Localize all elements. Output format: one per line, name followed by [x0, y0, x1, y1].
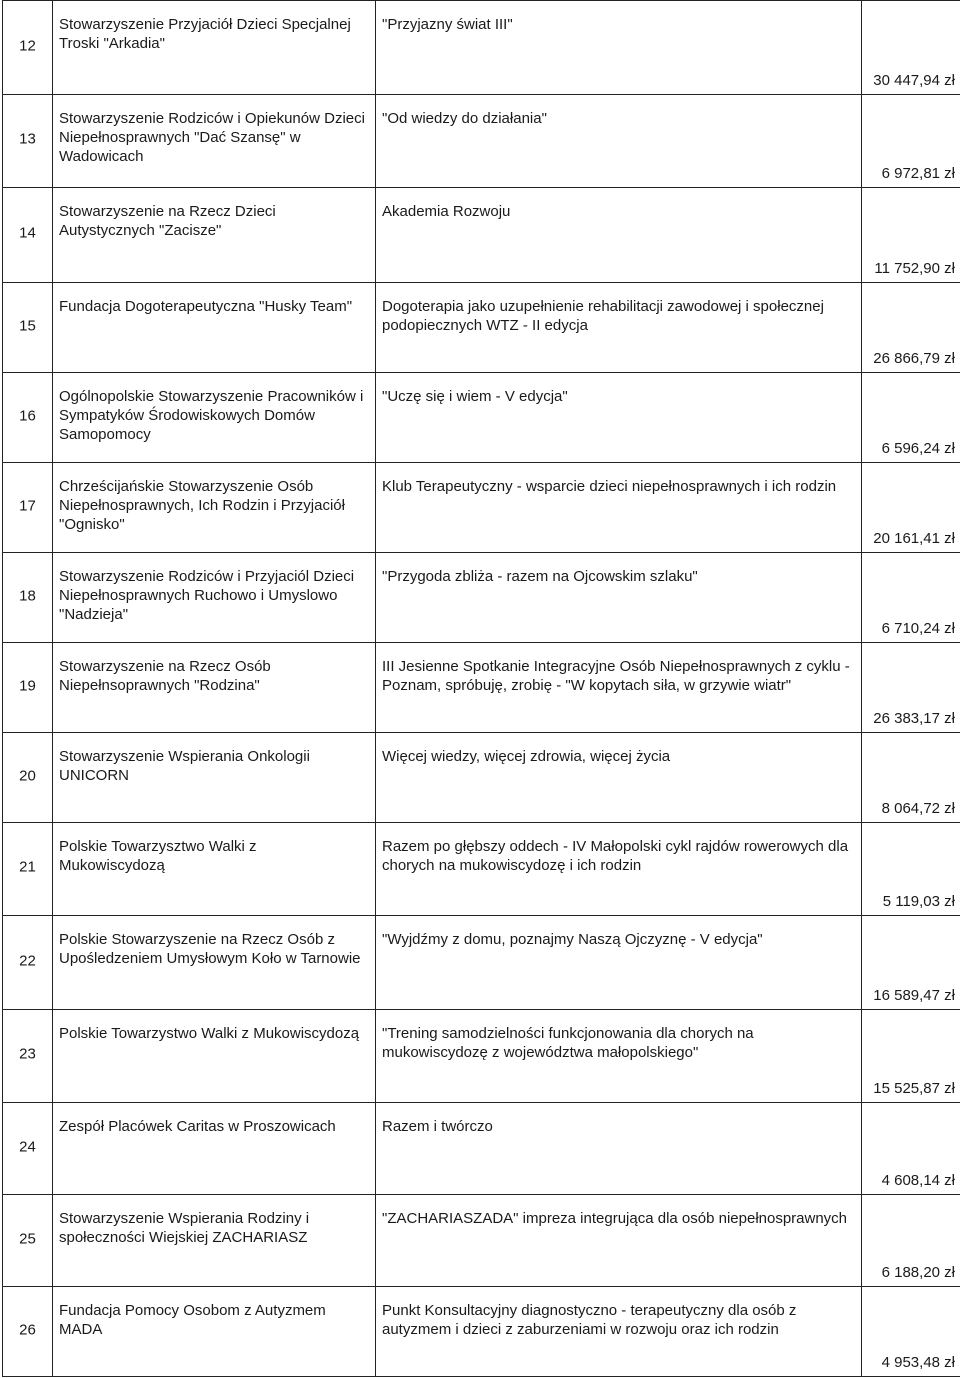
organization-cell: [53, 95, 376, 188]
project-title: "ZACHARIASZADA" impreza integrująca dla osób niepełnosprawnych: [382, 1210, 848, 1227]
amount-cell: [862, 1195, 960, 1287]
amount-cell: [862, 553, 960, 643]
amount-cell: [862, 283, 960, 373]
table-row: [3, 1103, 960, 1195]
organization-cell: [53, 553, 376, 643]
amount-cell: [862, 643, 960, 733]
grant-amount: 26 866,79 zł: [873, 350, 955, 367]
amount-cell: [862, 1, 960, 95]
organization-name: Chrześcijańskie Stowarzyszenie Osób Niepełnosprawnych, Ich Rodzin i Przyjaciół "Ognisko": [59, 478, 345, 533]
organization-cell: [53, 1195, 376, 1287]
table-row: [3, 95, 960, 188]
row-number-cell: [3, 1195, 53, 1287]
organization-cell: [53, 1, 376, 95]
amount-cell: [862, 463, 960, 553]
table-row: [3, 463, 960, 553]
row-number-cell: [3, 1010, 53, 1103]
row-number: 26: [19, 1321, 36, 1339]
project-cell: [376, 553, 862, 643]
project-title: "Przygoda zbliża - razem na Ojcowskim szlaku": [382, 568, 698, 585]
table-row: [3, 1195, 960, 1287]
project-title: Punkt Konsultacyjny diagnostyczno - terapeutyczny dla osób z autyzmem i dzieci z zaburzeniami w rozwoju oraz ich rodzin: [382, 1302, 797, 1338]
amount-cell: [862, 823, 960, 916]
row-number-cell: [3, 1287, 53, 1377]
grant-amount: 30 447,94 zł: [873, 72, 955, 89]
project-title: "Wyjdźmy z domu, poznajmy Naszą Ojczyznę - V edycja": [382, 931, 763, 948]
grant-amount: 6 710,24 zł: [881, 620, 955, 637]
project-cell: [376, 1195, 862, 1287]
grant-amount: 4 608,14 zł: [881, 1172, 955, 1189]
table-row: [3, 373, 960, 463]
project-cell: [376, 643, 862, 733]
row-number-cell: [3, 188, 53, 283]
table-row: [3, 733, 960, 823]
organization-cell: [53, 823, 376, 916]
project-cell: [376, 373, 862, 463]
project-title: Razem i twórczo: [382, 1118, 493, 1135]
grant-amount: 8 064,72 zł: [881, 800, 955, 817]
organization-name: Fundacja Dogoterapeutyczna "Husky Team": [59, 298, 353, 315]
project-cell: [376, 1287, 862, 1377]
grant-amount: 6 188,20 zł: [881, 1264, 955, 1281]
grant-amount: 20 161,41 zł: [873, 530, 955, 547]
project-title: "Od wiedzy do działania": [382, 110, 547, 127]
organization-cell: [53, 1103, 376, 1195]
project-title: "Trening samodzielności funkcjonowania dla chorych na mukowiscydozę z województwa małopolskiego": [382, 1025, 754, 1061]
project-cell: [376, 1103, 862, 1195]
organization-name: Polskie Stowarzyszenie na Rzecz Osób z Upośledzeniem Umysłowym Koło w Tarnowie: [59, 931, 361, 967]
organization-name: Ogólnopolskie Stowarzyszenie Pracowników i Sympatyków Środowiskowych Domów Samopomocy: [59, 388, 364, 443]
table-row: [3, 1287, 960, 1377]
row-number: 21: [19, 858, 36, 876]
row-number: 14: [19, 224, 36, 242]
organization-name: Polskie Towarzystwo Walki z Mukowiscydozą: [59, 1025, 360, 1042]
row-number-cell: [3, 463, 53, 553]
table-row: [3, 188, 960, 283]
grant-amount: 11 752,90 zł: [874, 260, 955, 277]
project-cell: [376, 95, 862, 188]
grant-amount: 4 953,48 zł: [881, 1354, 955, 1371]
grant-amount: 26 383,17 zł: [873, 710, 955, 727]
organization-name: Zespół Placówek Caritas w Proszowicach: [59, 1118, 336, 1135]
organization-cell: [53, 643, 376, 733]
grant-amount: 5 119,03 zł: [882, 893, 955, 910]
organization-name: Stowarzyszenie Rodziców i Opiekunów Dzieci Niepełnosprawnych "Dać Szansę" w Wadowicach: [59, 110, 365, 165]
row-number: 23: [19, 1045, 36, 1063]
row-number: 20: [19, 767, 36, 785]
project-title: "Przyjazny świat III": [382, 16, 513, 33]
project-cell: [376, 823, 862, 916]
amount-cell: [862, 733, 960, 823]
organization-name: Stowarzyszenie na Rzecz Dzieci Autystycznych "Zacisze": [59, 203, 276, 239]
row-number-cell: [3, 916, 53, 1010]
project-title: Akademia Rozwoju: [382, 203, 511, 220]
row-number: 12: [19, 37, 36, 55]
organization-cell: [53, 733, 376, 823]
project-title: Klub Terapeutyczny - wsparcie dzieci niepełnosprawnych i ich rodzin: [382, 478, 837, 495]
row-number-cell: [3, 283, 53, 373]
organization-cell: [53, 373, 376, 463]
row-number: 17: [19, 497, 36, 515]
grant-amount: 6 596,24 zł: [881, 440, 955, 457]
row-number-cell: [3, 823, 53, 916]
project-title: "Uczę się i wiem - V edycja": [382, 388, 568, 405]
organization-name: Stowarzyszenie Wspierania Onkologii UNICORN: [59, 748, 310, 784]
organization-name: Stowarzyszenie Wspierania Rodziny i społeczności Wiejskiej ZACHARIASZ: [59, 1210, 310, 1246]
organization-cell: [53, 916, 376, 1010]
row-number-cell: [3, 373, 53, 463]
row-number: 15: [19, 317, 36, 335]
row-number: 22: [19, 952, 36, 970]
project-cell: [376, 733, 862, 823]
amount-cell: [862, 1010, 960, 1103]
amount-cell: [862, 373, 960, 463]
row-number: 25: [19, 1230, 36, 1248]
table-row: [3, 823, 960, 916]
table-row: [3, 1, 960, 95]
grant-amount: 16 589,47 zł: [873, 987, 955, 1004]
organization-cell: [53, 1010, 376, 1103]
row-number: 24: [19, 1138, 36, 1156]
organization-cell: [53, 463, 376, 553]
row-number-cell: [3, 1, 53, 95]
project-cell: [376, 1, 862, 95]
project-cell: [376, 188, 862, 283]
project-cell: [376, 283, 862, 373]
table-row: [3, 643, 960, 733]
table-row: [3, 916, 960, 1010]
row-number-cell: [3, 1103, 53, 1195]
table-row: [3, 1010, 960, 1103]
grant-amount: 6 972,81 zł: [881, 165, 955, 182]
organization-name: Fundacja Pomocy Osobom z Autyzmem MADA: [59, 1302, 326, 1338]
amount-cell: [862, 188, 960, 283]
organization-name: Stowarzyszenie Przyjaciół Dzieci Specjalnej Troski "Arkadia": [59, 16, 351, 52]
project-cell: [376, 1010, 862, 1103]
project-title: III Jesienne Spotkanie Integracyjne Osób Niepełnosprawnych z cyklu - Poznam, spróbuję, zrobię - "W kopytach siła, w grzywie wiatr": [382, 658, 850, 694]
grants-table: [2, 0, 960, 1377]
project-title: Razem po głębszy oddech - IV Małopolski cykl rajdów rowerowych dla chorych na mukowiscydozę i ich rodzin: [382, 838, 849, 874]
row-number: 16: [19, 407, 36, 425]
row-number-cell: [3, 95, 53, 188]
row-number: 18: [19, 587, 36, 605]
organization-cell: [53, 283, 376, 373]
project-title: Więcej wiedzy, więcej zdrowia, więcej życia: [382, 748, 671, 765]
grant-amount: 15 525,87 zł: [873, 1080, 955, 1097]
project-cell: [376, 463, 862, 553]
organization-cell: [53, 1287, 376, 1377]
organization-cell: [53, 188, 376, 283]
table-row: [3, 283, 960, 373]
row-number-cell: [3, 643, 53, 733]
organization-name: Stowarzyszenie Rodziców i Przyjaciól Dzieci Niepełnosprawnych Ruchowo i Umyslowo "Nadzieja": [59, 568, 355, 623]
row-number-cell: [3, 733, 53, 823]
project-cell: [376, 916, 862, 1010]
project-title: Dogoterapia jako uzupełnienie rehabilitacji zawodowej i społecznej podopiecznych WTZ - II edycja: [382, 298, 824, 334]
row-number-cell: [3, 553, 53, 643]
amount-cell: [862, 916, 960, 1010]
organization-name: Polskie Towarzysztwo Walki z Mukowiscydozą: [59, 838, 257, 874]
table-row: [3, 553, 960, 643]
amount-cell: [862, 1287, 960, 1377]
amount-cell: [862, 1103, 960, 1195]
organization-name: Stowarzyszenie na Rzecz Osób Niepełnsoprawnych "Rodzina": [59, 658, 271, 694]
row-number: 13: [19, 130, 36, 148]
row-number: 19: [19, 677, 36, 695]
amount-cell: [862, 95, 960, 188]
